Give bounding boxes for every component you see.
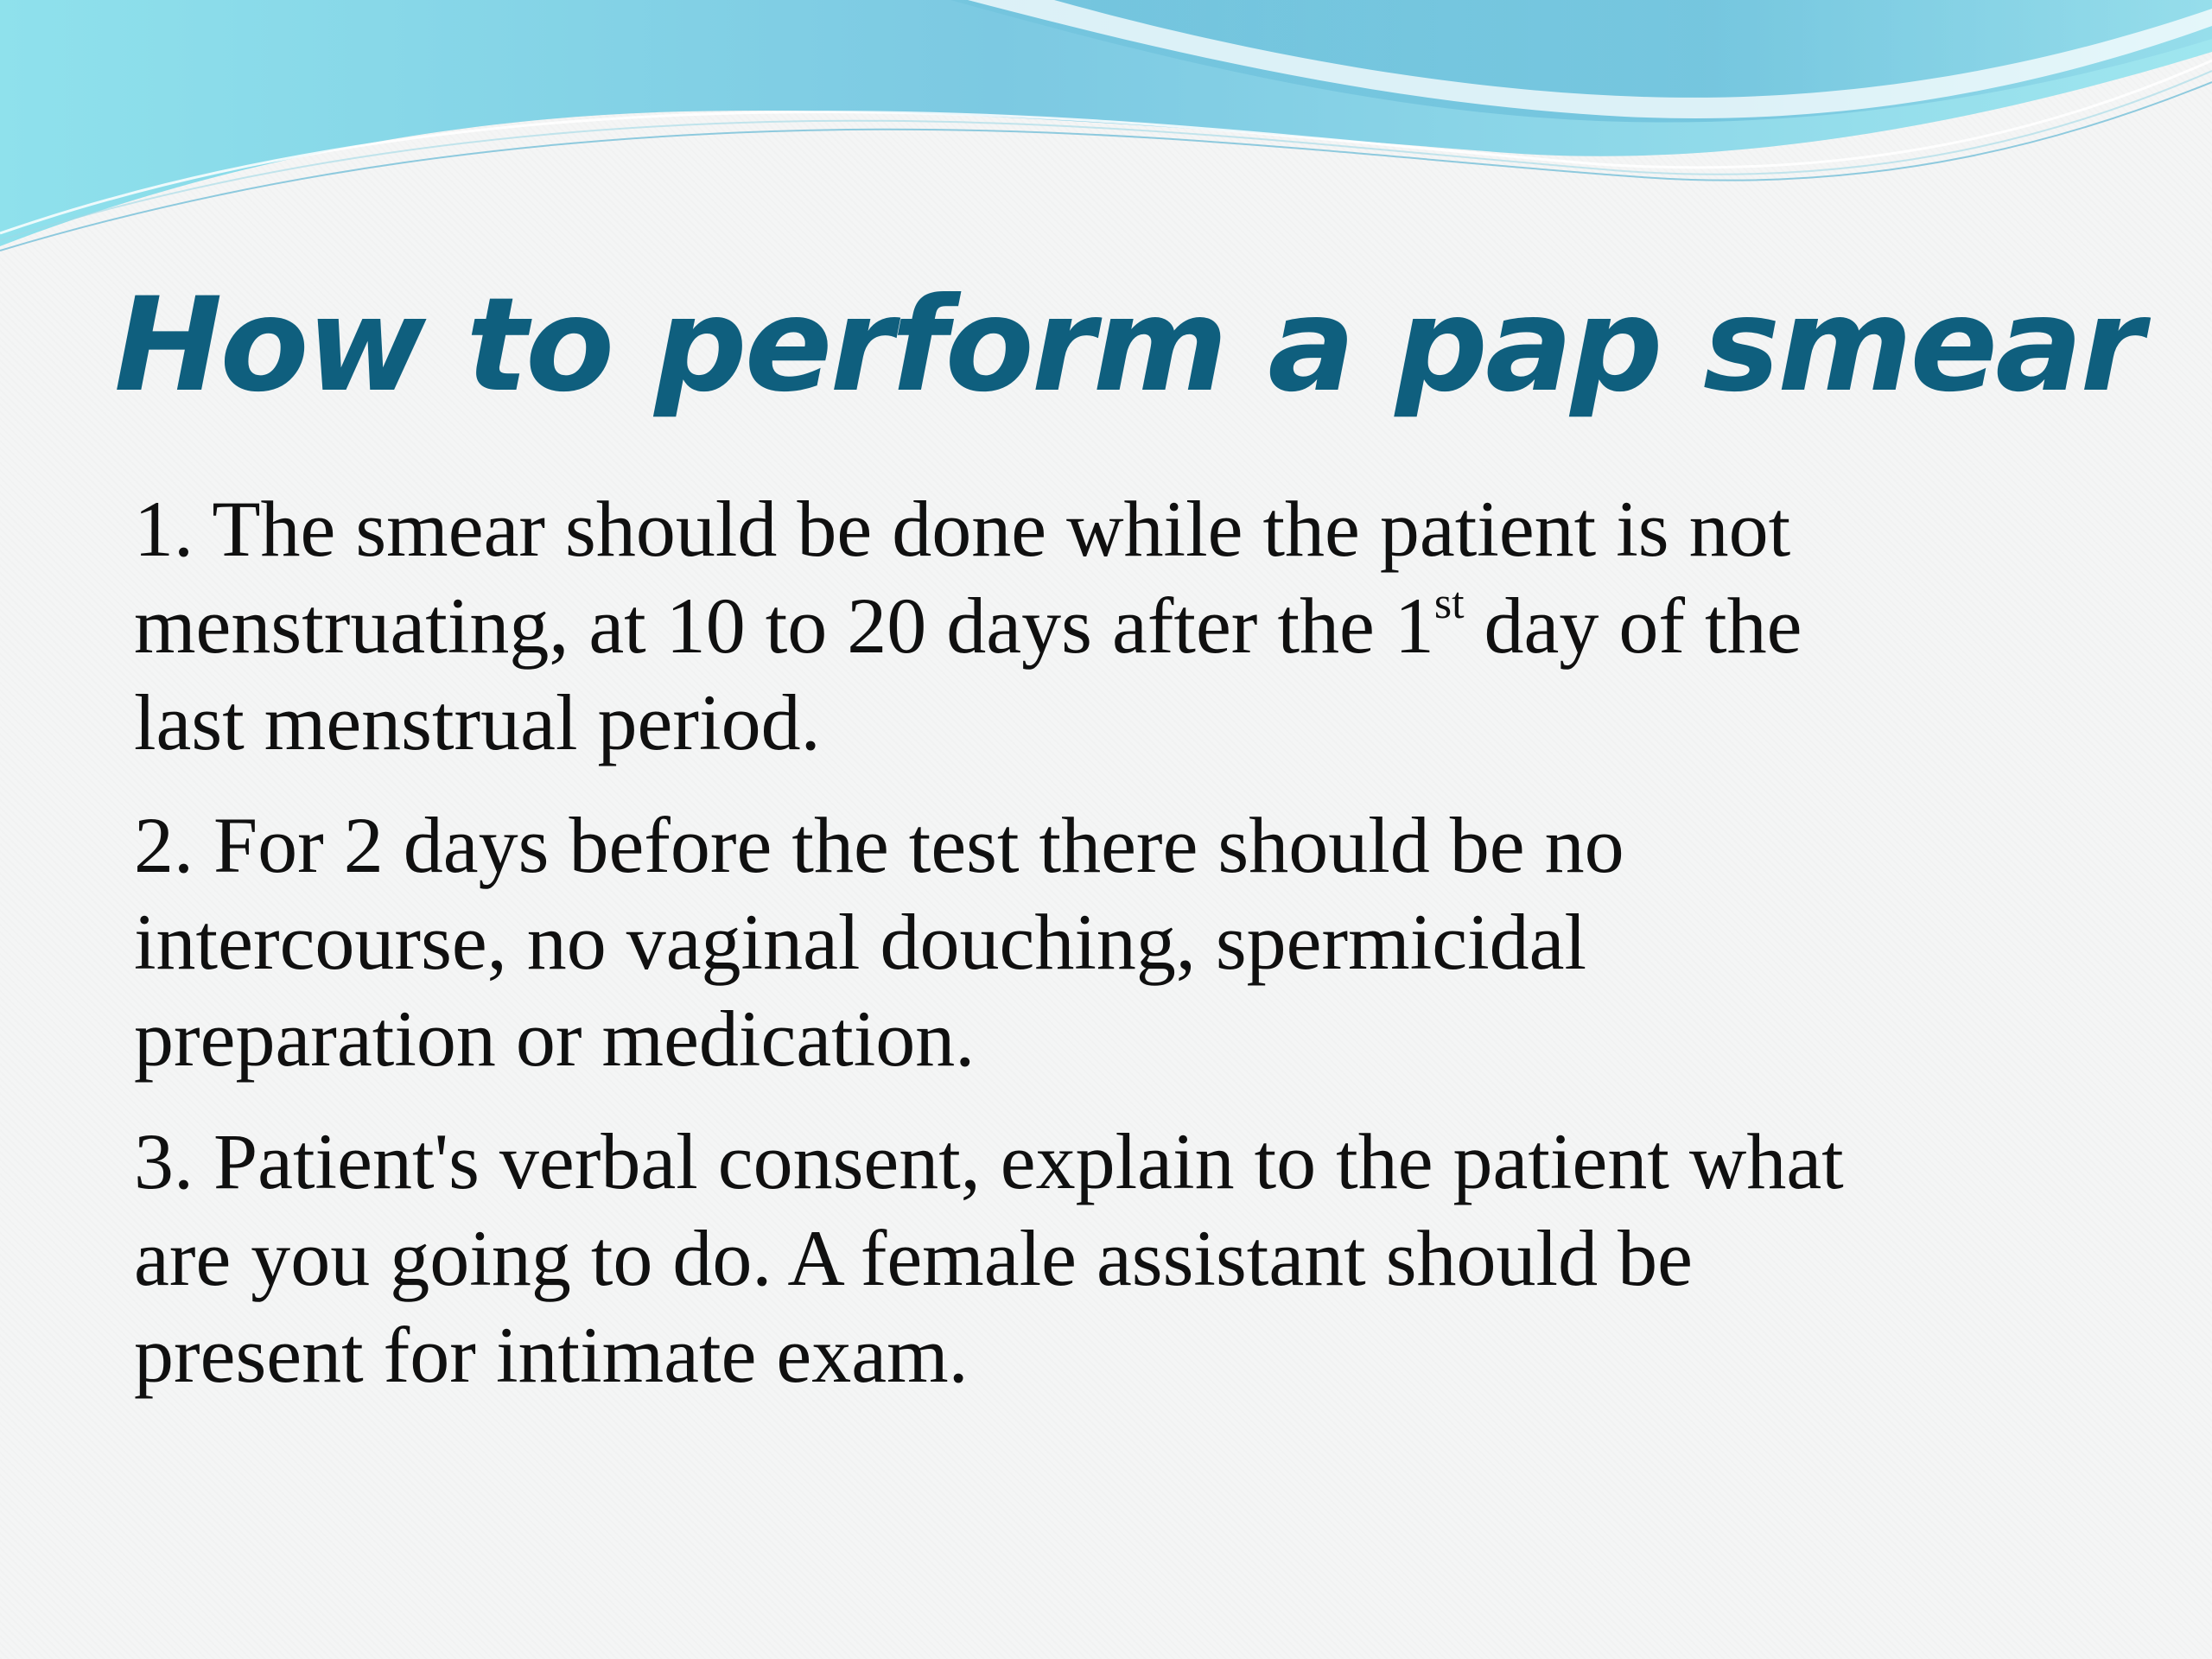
item-2-line-1: 2. For 2 days before the test there should be no xyxy=(134,801,1624,889)
item-3-line-2: are you going to do. A female assistant should be xyxy=(134,1214,1693,1302)
item-2-line-3: preparation or medication. xyxy=(134,995,976,1083)
slide-body xyxy=(134,480,2121,1429)
item-1-line-2-text-end: day of the xyxy=(1464,582,1802,670)
item-1-line-2 xyxy=(134,577,2121,674)
decorative-wave-header xyxy=(0,0,2212,259)
list-item xyxy=(134,480,2121,771)
item-3-line-3: present for intimate exam. xyxy=(134,1311,969,1399)
item-2-line-2: intercourse, no vaginal douching, spermicidal xyxy=(134,898,1587,986)
item-1-line-3: last menstrual period. xyxy=(134,678,821,766)
item-3-line-1: 3. Patient's verbal consent, explain to the patient what xyxy=(134,1117,1844,1205)
item-1-line-2-text: menstruating, at 10 to 20 days after the 1 xyxy=(134,582,1434,670)
superscript-ordinal: st xyxy=(1433,579,1465,628)
slide-title: How to perform a pap smear xyxy=(114,270,2142,421)
item-1-line-1: 1. The smear should be done while the patient is not xyxy=(134,485,1791,573)
list-item xyxy=(134,1113,2121,1403)
list-item xyxy=(134,797,2121,1087)
